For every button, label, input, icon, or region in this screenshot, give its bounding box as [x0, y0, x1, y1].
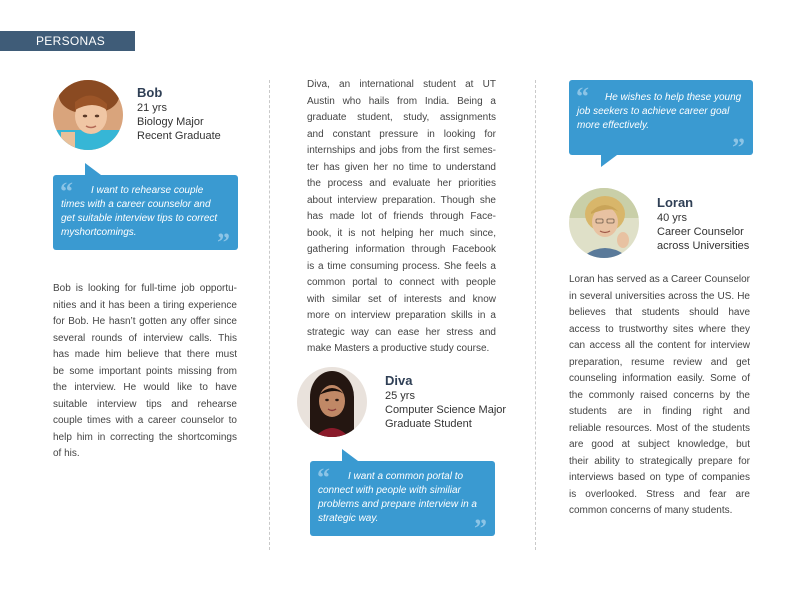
description-line: the commonly raised concerns by the — [569, 389, 750, 401]
description-line: reliable resources. Most of the students — [569, 422, 750, 434]
persona-role: Career Counselor — [657, 226, 744, 238]
description-line: the interview. He would like to have — [53, 382, 237, 393]
description-line: strategic way can ease her stress and — [307, 326, 496, 338]
description-line: the process and evaluate her priorities — [307, 178, 496, 189]
description-line: several rounds of interview calls. This — [53, 332, 237, 344]
description-line: their ability to strategically prepare for — [569, 455, 750, 467]
quote-text — [577, 91, 741, 133]
description-line: nities and it has been a tiring experience — [53, 299, 237, 311]
quote-line: I want a common portal to — [348, 471, 464, 482]
description-line: has made lot of friends through Face- — [307, 211, 496, 222]
quote-bubble-bob — [53, 175, 238, 257]
column-divider — [535, 80, 536, 550]
quote-text — [61, 184, 217, 240]
description-line: Diva, an international student at UT — [307, 79, 496, 90]
description-line: couple times with a career counselor to — [53, 415, 237, 426]
left-quote-icon: “ — [60, 177, 73, 206]
quote-line: job seekers to achieve career goal — [577, 106, 730, 117]
avatar-diva — [297, 367, 367, 437]
description-line: is overlooked. Stress and fear are — [569, 488, 750, 500]
persona-major: Biology Major — [137, 116, 204, 128]
description-line: preparation, resume review and get — [569, 356, 750, 368]
quote-line: myshortcomings. — [61, 227, 137, 238]
description-line: make Masters a productive study course. — [307, 343, 490, 354]
persona-description-loran — [569, 272, 750, 520]
description-line: Austin who hails from India. Being a — [307, 95, 496, 107]
description-line: about interview preparation. Though she — [307, 194, 496, 206]
persona-scope: across Universities — [657, 240, 750, 252]
description-line: book, it is not helping her much since, — [307, 227, 496, 239]
description-line: has made him believe that there must — [53, 349, 237, 360]
quote-line: more effectively. — [577, 120, 650, 131]
quote-text — [318, 470, 477, 526]
quote-line: strategic way. — [318, 513, 379, 524]
description-line: help him in correcting the shortcomings — [53, 431, 237, 443]
quote-line: times with a career counselor and — [61, 199, 211, 210]
right-quote-icon: ” — [732, 133, 745, 162]
persona-details-bob — [137, 101, 221, 143]
description-line: are good at subject knowledge, but — [569, 439, 750, 450]
quote-line: He wishes to help these young — [605, 92, 742, 103]
quote-bubble-diva — [310, 461, 495, 543]
quote-bubble-loran — [569, 80, 753, 162]
description-line: ter has given her no time to understand — [307, 161, 496, 173]
description-line: interviews based on type of companies — [569, 472, 750, 483]
description-line: with similar set of interests and know — [307, 293, 496, 305]
description-line: counseling information easily. Some of — [569, 373, 750, 384]
description-line: believes that students should have — [569, 307, 750, 318]
quote-line: problems and prepare interview in a — [318, 499, 477, 510]
quote-line: connect with people with similiar — [318, 485, 461, 496]
left-quote-icon: “ — [317, 463, 330, 492]
bubble-tail — [85, 163, 101, 175]
description-line: suitable interview tips and rehearse — [53, 398, 237, 410]
quote-line: I want to rehearse couple — [91, 185, 204, 196]
right-quote-icon: ” — [217, 228, 230, 257]
persona-age: 25 yrs — [385, 390, 415, 402]
persona-age: 21 yrs — [137, 102, 167, 114]
description-line: students are in finding right and — [569, 406, 750, 417]
description-line: in several universities across the US. He — [569, 290, 750, 302]
right-quote-icon: ” — [474, 514, 487, 543]
description-line: graduate student, study, assignments — [307, 112, 496, 123]
description-line: for Bob. He hasn’t gotten any offer since — [53, 316, 237, 327]
avatar-loran — [569, 188, 639, 258]
persona-description-diva — [307, 77, 496, 358]
persona-major: Computer Science Major — [385, 404, 507, 416]
description-line: is a time consuming process. She feels a — [307, 260, 496, 272]
description-line: gathering information through Facebook — [307, 244, 496, 255]
left-quote-icon: “ — [576, 82, 589, 111]
avatar-bob — [53, 80, 123, 150]
bubble-tail — [601, 155, 617, 167]
persona-name-loran: Loran — [657, 195, 694, 210]
section-title: PERSONAS — [0, 31, 135, 51]
description-line: and constant pressure in looking for — [307, 128, 496, 140]
persona-details-diva — [385, 389, 506, 431]
description-line: internships and jobs from the first semes- — [307, 145, 496, 156]
persona-status: Graduate Student — [385, 418, 472, 430]
persona-details-loran — [657, 211, 749, 253]
description-line: be some important points missing from — [53, 365, 237, 377]
persona-name-bob: Bob — [137, 85, 163, 100]
description-line: common concerns of many students. — [569, 505, 733, 516]
quote-line: get suitable interview tips to correct — [61, 213, 218, 224]
persona-name-diva: Diva — [385, 373, 413, 388]
description-line: more on interview preparation skills in a — [307, 310, 496, 321]
persona-description-bob — [53, 281, 237, 463]
bubble-tail — [342, 449, 358, 461]
column-divider — [269, 80, 270, 550]
description-line: can access all the content for interview — [569, 340, 750, 351]
persona-status: Recent Graduate — [137, 130, 221, 142]
description-line: Loran has served as a Career Counselor — [569, 274, 750, 285]
description-line: of his. — [53, 448, 80, 459]
description-line: common portal to connect with people — [307, 277, 496, 288]
description-line: Bob is looking for full-time job opportu- — [53, 283, 237, 294]
description-line: access to trustworthy sites where they — [569, 323, 750, 335]
persona-age: 40 yrs — [657, 212, 687, 224]
